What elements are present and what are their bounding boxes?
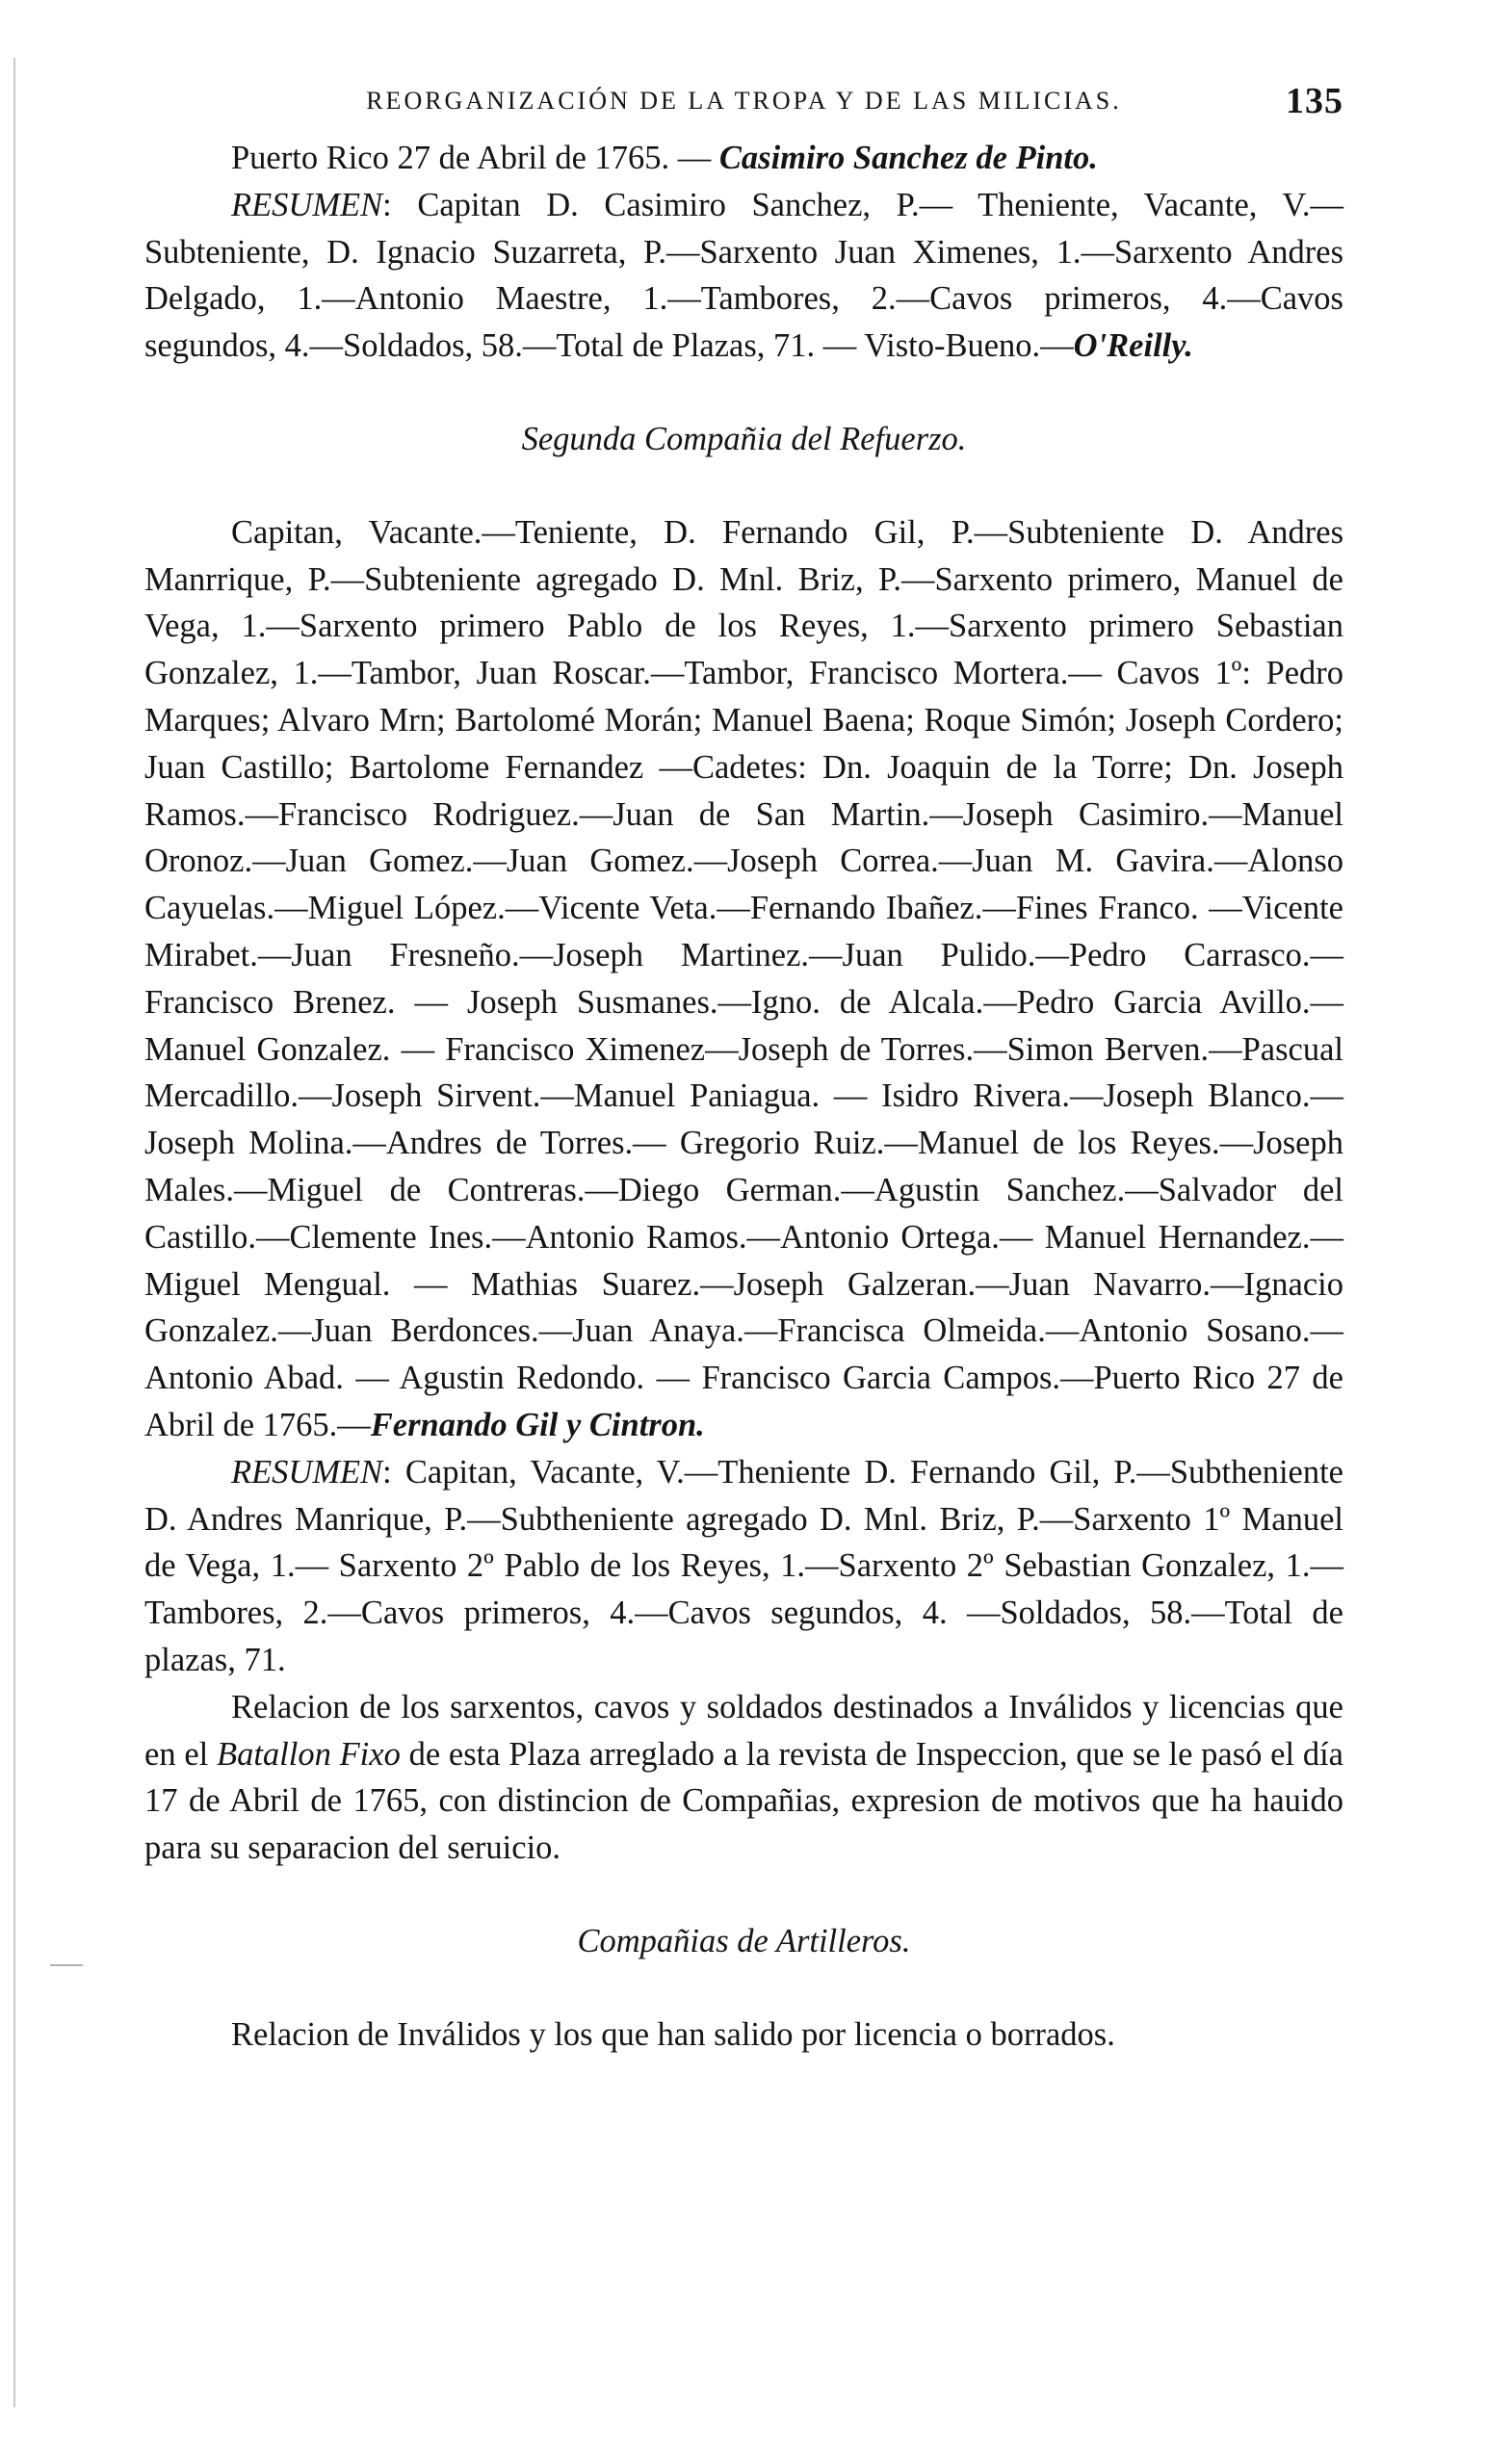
signoff-name: Casimiro Sanchez de Pinto.	[718, 140, 1098, 176]
resumen-signature: O'Reilly.	[1073, 327, 1193, 365]
resumen-text-2: : Capitan, Vacante, V.—Theniente D. Fernando Gil, P.—Subtheniente D. Andres Manrique, P.—Subtheniente agregado D. Mnl. Briz, P.—Sarxento 1º Manuel de Vega, 1.— Sarxento 2º Pablo de los Reyes, 1.—Sarxento 2º Sebastian Gonzalez, 1.—Tambores, 2.—Cavos primeros, 4.—Cavos segundos, 4. —Soldados, 58.—Total de plazas, 71.	[144, 1453, 1343, 1678]
section-heading-segunda-compania: Segunda Compañia del Refuerzo.	[521, 420, 967, 457]
running-title: REORGANIZACIÓN DE LA TROPA Y DE LAS MILICIAS.	[366, 87, 1122, 115]
resumen-label: RESUMEN	[231, 186, 383, 223]
roster-text: Capitan, Vacante.—Teniente, D. Fernando Gil, P.—Subteniente D. Andres Manrrique, P.—Subteniente agregado D. Mnl. Briz, P.—Sarxento primero, Manuel de Vega, 1.—Sarxento primero Pablo de los Reyes, 1.—Sarxento primero Sebastian Gonzalez, 1.—Tambor, Juan Roscar.—Tambor, Francisco Mortera.— Cavos 1º: Pedro Marques; Alvaro Mrn; Bartolomé Morán; Manuel Baena; Roque Simón; Joseph Cordero; Juan Castillo; Bartolome Fernandez —Cadetes: Dn. Joaquin de la Torre; Dn. Joseph Ramos.—Francisco Rodriguez.—Juan de San Martin.—Joseph Casimiro.—Manuel Oronoz.—Juan Gomez.—Juan Gomez.—Joseph Correa.—Juan M. Gavira.—Alonso Cayuelas.—Miguel López.—Vicente Veta.—Fernando Ibañez.—Fines Franco. —Vicente Mirabet.—Juan Fresneño.—Joseph Martinez.—Juan Pulido.—Pedro Carrasco.—Francisco Brenez. — Joseph Susmanes.—Igno. de Alcala.—Pedro Garcia Avillo.—Manuel Gonzalez. — Francisco Ximenez—Joseph de Torres.—Simon Berven.—Pascual Mercadillo.—Joseph Sirvent.—Manuel Paniagua. — Isidro Rivera.—Joseph Blanco.—Joseph Molina.—Andres de Torres.— Gregorio Ruiz.—Manuel de los Reyes.—Joseph Males.—Miguel de Contreras.—Diego German.—Agustin Sanchez.—Salvador del Castillo.—Clemente Ines.—Antonio Ramos.—Antonio Ortega.— Manuel Hernandez.—Miguel Mengual. — Mathias Suarez.—Joseph Galzeran.—Juan Navarro.—Ignacio Gonzalez.—Juan Berdonces.—Juan Anaya.—Francisca Olmeida.—Antonio Sosano.— Antonio Abad. — Agustin Redondo. — Francisco Garcia Campos.—Puerto Rico 27 de Abril de 1765.—	[144, 513, 1343, 1443]
signoff-paragraph	[144, 135, 1343, 182]
relacion-italic: Batallon Fixo	[217, 1735, 401, 1773]
artilleros-paragraph: Relacion de Inválidos y los que han salido por licencia o borrados.	[231, 2015, 1115, 2053]
roster-paragraph	[144, 509, 1343, 1449]
margin-mark	[50, 1964, 83, 1966]
signoff-place-date: Puerto Rico 27 de Abril de 1765. —	[231, 140, 719, 176]
relacion-before: Relacion de los sarxentos, cavos y soldados destinados a Inválidos y licencias que en el	[144, 1688, 1343, 1773]
resumen-paragraph-1	[144, 182, 1343, 370]
resumen-label-2: RESUMEN	[231, 1453, 383, 1491]
page	[144, 67, 1343, 2058]
section-heading-artilleros: Compañias de Artilleros.	[577, 1922, 911, 1959]
relacion-paragraph	[144, 1684, 1343, 1872]
running-head	[144, 67, 1343, 135]
relacion-after: de esta Plaza arreglado a la revista de Inspeccion, que se le pasó el día 17 de Abril de 1765, con distincion de Compañias, expresion de motivos que ha hauido para su separacion del seruicio.	[144, 1735, 1343, 1867]
page-number: 135	[1286, 81, 1343, 121]
scan-edge-line	[13, 58, 15, 2407]
resumen-text: : Capitan D. Casimiro Sanchez, P.— Theniente, Vacante, V.—Subteniente, D. Ignacio Suzarreta, P.—Sarxento Juan Ximenes, 1.—Sarxento Andres Delgado, 1.—Antonio Maestre, 1.—Tambores, 2.—Cavos primeros, 4.—Cavos segundos, 4.—Soldados, 58.—Total de Plazas, 71. — Visto-Bueno.—	[144, 186, 1343, 365]
roster-signature: Fernando Gil y Cintron.	[370, 1406, 705, 1443]
resumen-paragraph-2	[144, 1449, 1343, 1684]
